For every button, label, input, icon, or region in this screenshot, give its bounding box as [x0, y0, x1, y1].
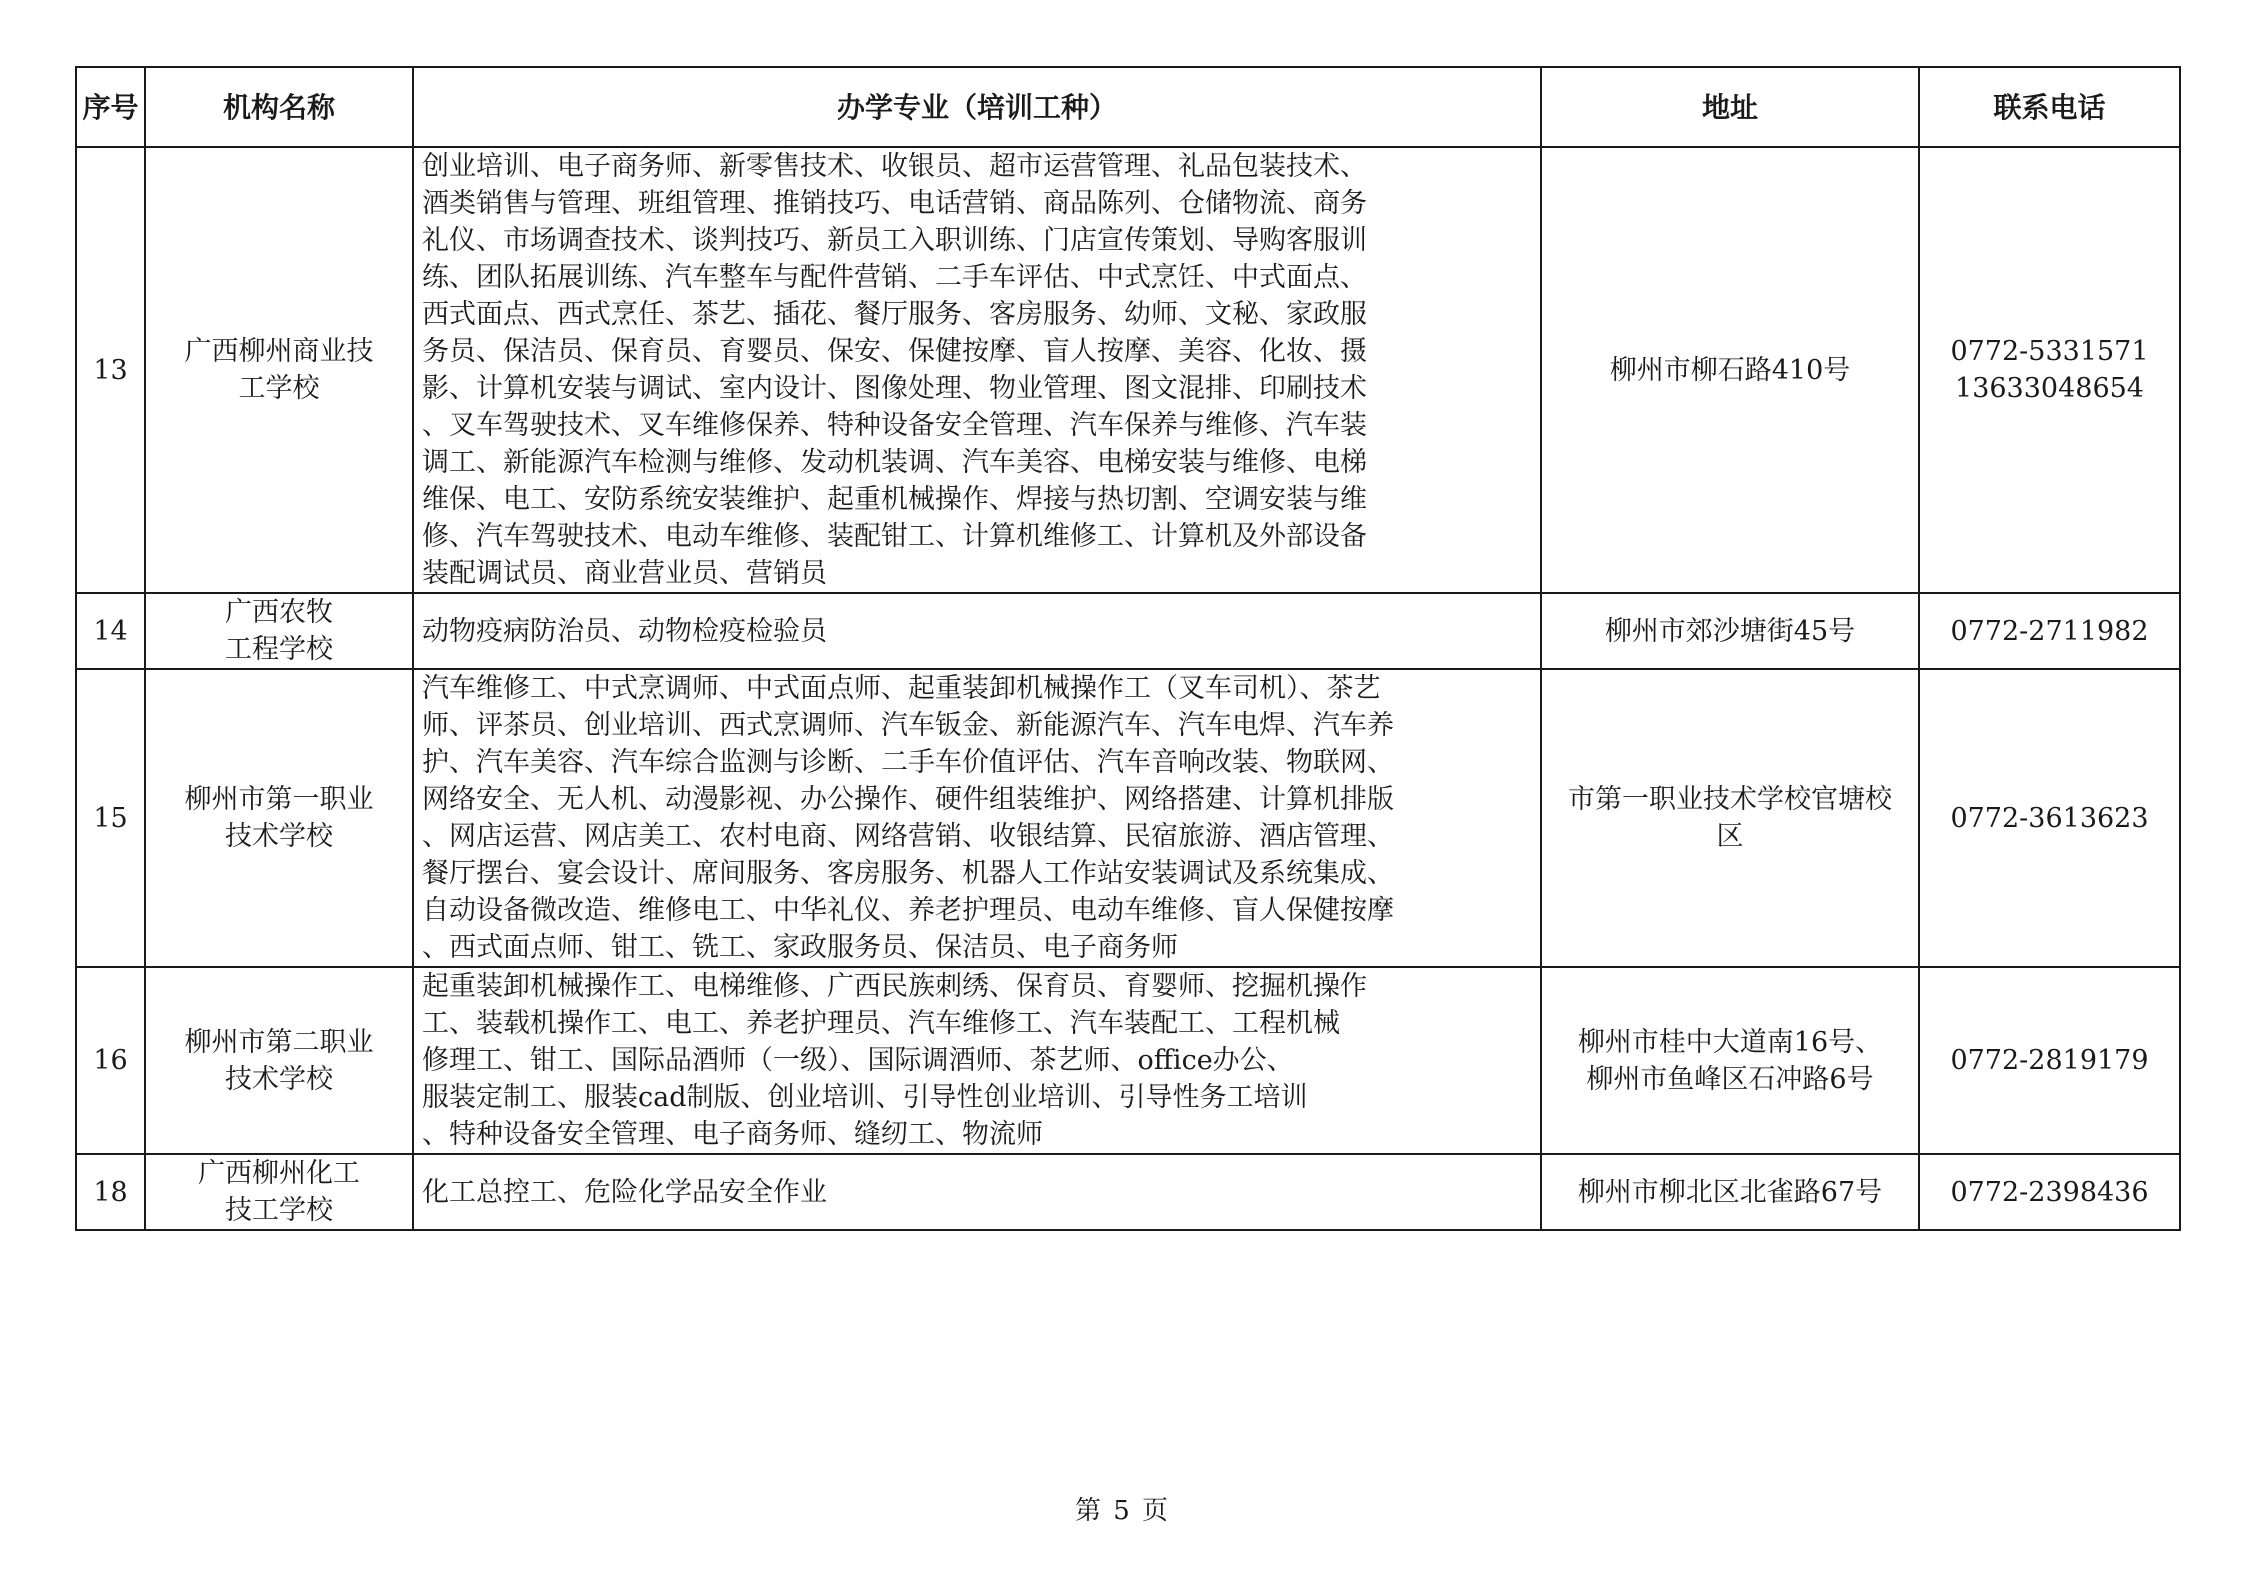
header-phone: 联系电话: [1919, 67, 2180, 147]
cell-address: 柳州市柳北区北雀路67号: [1541, 1154, 1919, 1230]
cell-phone: [1919, 967, 2180, 1154]
phone-number: 13633048654: [1955, 373, 2144, 404]
cell-address: 柳州市郊沙塘街45号: [1541, 593, 1919, 669]
cell-address: 柳州市柳石路410号: [1541, 147, 1919, 593]
cell-majors: 化工总控工、危险化学品安全作业: [413, 1154, 1541, 1230]
cell-address: 柳州市桂中大道南16号、 柳州市鱼峰区石冲路6号: [1541, 967, 1919, 1154]
table-row: [76, 593, 2180, 669]
table-row: [76, 967, 2180, 1154]
cell-institution-name: 广西农牧 工程学校: [145, 593, 413, 669]
cell-majors: 汽车维修工、中式烹调师、中式面点师、起重装卸机械操作工（叉车司机）、茶艺 师、评茶员、创业培训、西式烹调师、汽车钣金、新能源汽车、汽车电焊、汽车养 护、汽车美容、汽车综合监测与诊断、二手车价值评估、汽车音响改装、物联网、 网络安全、无人机、动漫影视、办公操作、硬件组装维护、网络搭建、计算机排版 、网店运营、网店美工、农村电商、网络营销、收银结算、民宿旅游、酒店管理、 餐厅摆台、宴会设计、席间服务、客房服务、机器人工作站安装调试及系统集成、 自动设备微改造、维修电工、中华礼仪、养老护理员、电动车维修、盲人保健按摩 、西式面点师、钳工、铣工、家政服务员、保洁员、电子商务师: [413, 669, 1541, 967]
cell-seq: 13: [76, 147, 145, 593]
table-body: [76, 147, 2180, 1230]
cell-seq: 16: [76, 967, 145, 1154]
table-header-row: [76, 67, 2180, 147]
phone-number: 0772-5331571: [1950, 336, 2149, 367]
cell-institution-name: 柳州市第一职业 技术学校: [145, 669, 413, 967]
cell-majors: 起重装卸机械操作工、电梯维修、广西民族刺绣、保育员、育婴师、挖掘机操作 工、装载机操作工、电工、养老护理员、汽车维修工、汽车装配工、工程机械 修理工、钳工、国际品酒师（一级）、国际调酒师、茶艺师、office办公、 服装定制工、服装cad制版、创业培训、引导性创业培训、引导性务工培训 、特种设备安全管理、电子商务师、缝纫工、物流师: [413, 967, 1541, 1154]
header-seq: 序号: [76, 67, 145, 147]
cell-phone: [1919, 669, 2180, 967]
cell-phone: [1919, 1154, 2180, 1230]
cell-seq: 15: [76, 669, 145, 967]
table-row: [76, 1154, 2180, 1230]
phone-number: 0772-2398436: [1950, 1176, 2149, 1208]
cell-institution-name: 广西柳州商业技 工学校: [145, 147, 413, 593]
cell-phone: [1919, 593, 2180, 669]
table-row: [76, 669, 2180, 967]
cell-majors: 创业培训、电子商务师、新零售技术、收银员、超市运营管理、礼品包装技术、 酒类销售与管理、班组管理、推销技巧、电话营销、商品陈列、仓储物流、商务 礼仪、市场调查技术、谈判技巧、新员工入职训练、门店宣传策划、导购客服训 练、团队拓展训练、汽车整车与配件营销、二手车评估、中式烹饪、中式面点、 西式面点、西式烹任、茶艺、插花、餐厅服务、客房服务、幼师、文秘、家政服 务员、保洁员、保育员、育婴员、保安、保健按摩、盲人按摩、美容、化妆、摄 影、计算机安装与调试、室内设计、图像处理、物业管理、图文混排、印刷技术 、叉车驾驶技术、叉车维修保养、特种设备安全管理、汽车保养与维修、汽车装 调工、新能源汽车检测与维修、发动机装调、汽车美容、电梯安装与维修、电梯 维保、电工、安防系统安装维护、起重机械操作、焊接与热切割、空调安装与维 修、汽车驾驶技术、电动车维修、装配钳工、计算机维修工、计算机及外部设备 装配调试员、商业营业员、营销员: [413, 147, 1541, 593]
cell-address: 市第一职业技术学校官塘校 区: [1541, 669, 1919, 967]
cell-seq: 14: [76, 593, 145, 669]
phone-number: 0772-3613623: [1950, 802, 2149, 834]
cell-majors: 动物疫病防治员、动物检疫检验员: [413, 593, 1541, 669]
table-row: [76, 147, 2180, 593]
header-address: 地址: [1541, 67, 1919, 147]
institution-table: [75, 66, 2181, 1231]
cell-institution-name: 广西柳州化工 技工学校: [145, 1154, 413, 1230]
phone-number: 0772-2711982: [1950, 615, 2149, 647]
phone-number: 0772-2819179: [1950, 1045, 2149, 1076]
cell-seq: 18: [76, 1154, 145, 1230]
page-number: 第 5 页: [1074, 1496, 1171, 1526]
cell-institution-name: 柳州市第二职业 技术学校: [145, 967, 413, 1154]
header-name: 机构名称: [145, 67, 413, 147]
cell-phone: [1919, 147, 2180, 593]
header-majors: 办学专业（培训工种）: [413, 67, 1541, 147]
